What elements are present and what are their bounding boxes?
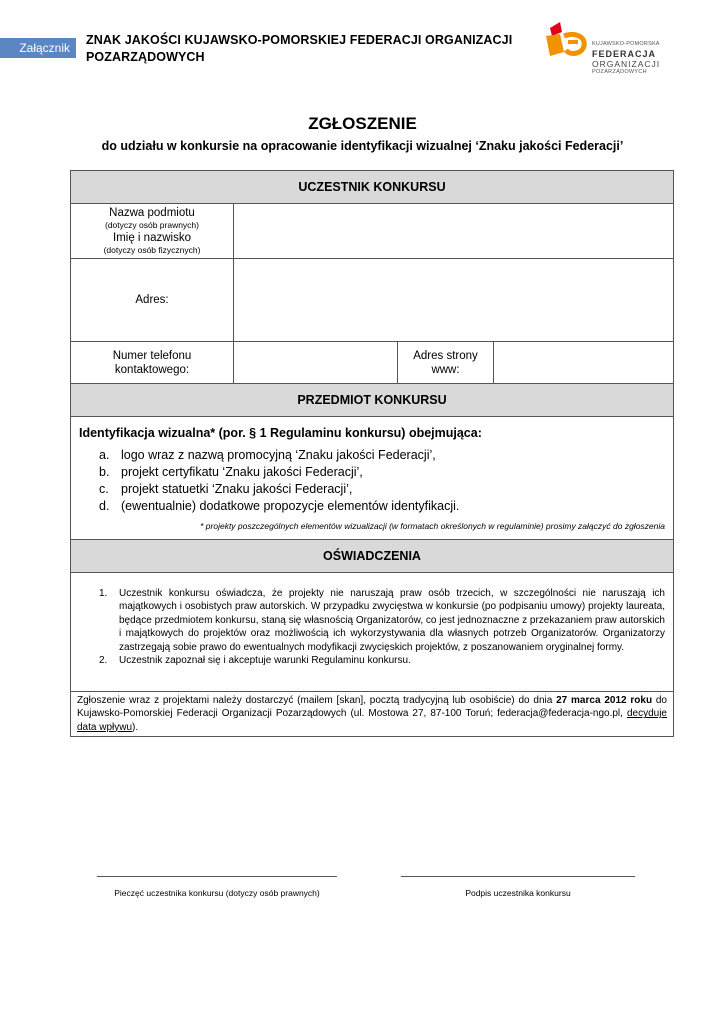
phone-label-cell <box>71 342 234 383</box>
declarations-section <box>71 573 673 692</box>
participant-heading: UCZESTNIK KONKURSU <box>71 171 673 204</box>
subject-footnote: * projekty poszczególnych elementów wizualizacji (w formatach określonych w regulaminie) prosimy załączyć do zgłoszenia <box>200 521 665 531</box>
list-item: a. logo wraz z nazwą promocyjną ‘Znaku jakości Federacji’, <box>99 448 436 462</box>
www-label-line2: www: <box>431 363 460 376</box>
logo-line2: FEDERACJA <box>592 48 657 59</box>
phone-label-line1: Numer telefonu <box>112 349 192 362</box>
deadline-date: 27 marca 2012 roku <box>556 695 653 706</box>
logo-text <box>592 42 660 76</box>
header-title-line1: ZNAK JAKOŚCI KUJAWSKO-POMORSKIEJ FEDERACJI ORGANIZACJI <box>86 33 513 47</box>
declarations-heading: OŚWIADCZENIA <box>71 540 673 573</box>
www-label-cell <box>398 342 494 383</box>
contact-row <box>71 342 673 384</box>
person-label: Imię i nazwisko <box>113 232 191 244</box>
subject-heading: PRZEDMIOT KONKURSU <box>71 384 673 417</box>
list-item: b. projekt certyfikatu ‘Znaku jakości Federacji’, <box>99 465 363 479</box>
application-form <box>70 170 674 737</box>
stamp-signature-line <box>97 876 337 877</box>
www-input[interactable] <box>494 342 673 383</box>
identification-list <box>79 447 665 515</box>
header-title-line2: POZARZĄDOWYCH <box>86 50 205 64</box>
www-label-line1: Adres strony <box>413 349 478 362</box>
federation-logo <box>544 22 664 80</box>
header-title <box>86 32 516 66</box>
address-input[interactable] <box>234 259 673 341</box>
list-item: 2. Uczestnik zapoznał się i akceptuje warunki Regulaminu konkursu. <box>99 655 411 667</box>
attachment-badge: Załącznik <box>0 38 76 58</box>
participant-signature-line <box>401 876 635 877</box>
name-input[interactable] <box>234 204 673 258</box>
name-label-cell <box>71 204 234 258</box>
name-note: (dotyczy osób prawnych) <box>104 220 199 230</box>
identification-section <box>71 417 673 540</box>
phone-label-line2: kontaktowego: <box>114 363 190 376</box>
submission-info: Zgłoszenie wraz z projektami należy dostarczyć (mailem [skan], pocztą tradycyjną lub osobiście) do dnia 27 marca 2012 roku do Kujawsko-Pomorskiej Federacji Organizacji Pozarządowych (ul. Mostowa 27, 87-100 Toruń; federacja@federacja-ngo.pl, decyduje data wpływu). <box>77 695 667 733</box>
list-item: c. projekt statuetki ‘Znaku jakości Federacji’, <box>99 482 353 496</box>
receipt-date-note: decyduje data wpływu <box>77 708 667 733</box>
address-label: Adres: <box>135 294 169 306</box>
phone-input[interactable] <box>234 342 398 383</box>
federation-logo-icon <box>544 22 590 62</box>
logo-line3: ORGANIZACJI <box>592 58 661 69</box>
stamp-label: Pieczęć uczestnika konkursu (dotyczy osób prawnych) <box>114 888 320 898</box>
name-label: Nazwa podmiotu <box>109 207 195 219</box>
logo-line1: KUJAWSKO-POMORSKA <box>592 41 660 47</box>
list-item: 1. Uczestnik konkursu oświadcza, że projekty nie naruszają praw osób trzecich, w szczególności nie naruszają ich majątkowych i osobistych praw autorskich. W przypadku zwycięstwa w konkursie (po podpisaniu umowy) projekty laureata, będące przedmiotem konkursu, staną się własnością Organizatorów, co jest jednoznaczne z przekazaniem praw autorskich i majątkowych do projektów oraz możliwością ich wykorzystywania dla własnych potrzeb Organizatorów. Organizatorzy zastrzegają sobie prawo do ewentualnych modyfikacji zwycięskich projektów, z poszanowaniem oryginalnej formy. <box>99 588 665 653</box>
declarations-list <box>79 587 665 667</box>
logo-line4: POZARZĄDOWYCH <box>592 69 647 75</box>
address-row <box>71 259 673 342</box>
address-label-cell <box>71 259 234 341</box>
signature-label: Podpis uczestnika konkursu <box>465 888 571 898</box>
identification-intro: Identyfikacja wizualna* (por. § 1 Regulaminu konkursu) obejmująca: <box>79 426 482 440</box>
document-title: ZGŁOSZENIE <box>308 114 417 133</box>
name-row <box>71 204 673 259</box>
document-subtitle: do udziału w konkursie na opracowanie identyfikacji wizualnej ‘Znaku jakości Federacji’ <box>101 139 624 153</box>
person-note: (dotyczy osób fizycznych) <box>103 245 201 255</box>
list-item: d. (ewentualnie) dodatkowe propozycje elementów identyfikacji. <box>99 499 460 513</box>
